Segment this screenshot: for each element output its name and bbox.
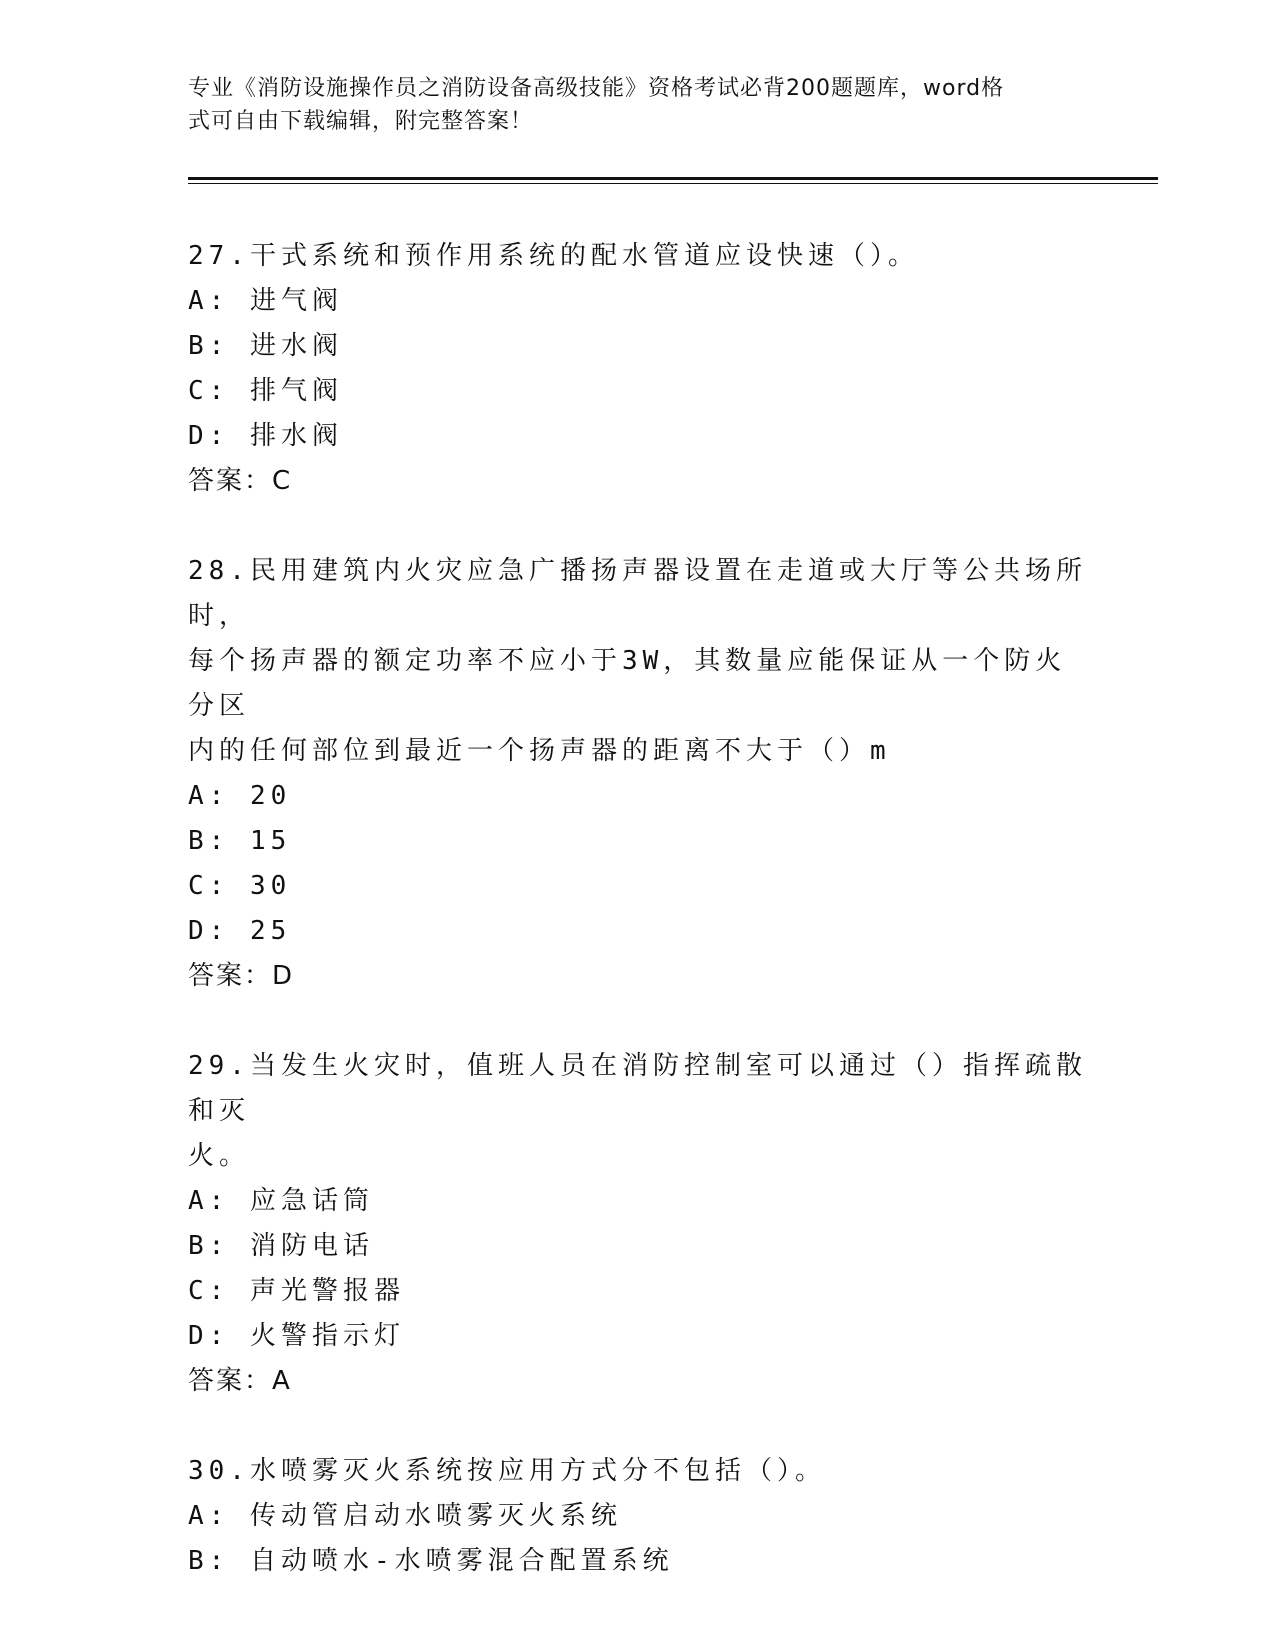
question-29: [188, 1044, 1088, 1404]
header-rule-thick: [188, 177, 1158, 180]
option-c: C: 声光警报器: [188, 1276, 405, 1306]
question-list: [188, 234, 1088, 1629]
question-28: [188, 549, 1088, 999]
question-stem-line-1: 29.当发生火灾时，值班人员在消防控制室可以通过（）指挥疏散和灭: [188, 1051, 1087, 1126]
answer-line: 答案：C: [188, 466, 293, 496]
option-a: A: 传动管启动水喷雾灭火系统: [188, 1501, 622, 1531]
option-b: B: 15: [188, 826, 292, 856]
question-stem-line-1: 28.民用建筑内火灾应急广播扬声器设置在走道或大厅等公共场所时，: [188, 556, 1087, 631]
option-b: B: 进水阀: [188, 331, 343, 361]
header-rule-thin: [188, 183, 1158, 184]
question-stem-line-2: 每个扬声器的额定功率不应小于3W，其数量应能保证从一个防火分区: [188, 646, 1067, 721]
option-a: A: 20: [188, 781, 292, 811]
answer-line: 答案：D: [188, 961, 295, 991]
question-stem: 30.水喷雾灭火系统按应用方式分不包括（）。: [188, 1456, 826, 1486]
option-a: A: 应急话筒: [188, 1186, 374, 1216]
question-stem: 27.干式系统和预作用系统的配水管道应设快速（）。: [188, 241, 919, 271]
option-d: D: 火警指示灯: [188, 1321, 405, 1351]
option-a: A: 进气阀: [188, 286, 343, 316]
option-d: D: 排水阀: [188, 421, 343, 451]
header-line-1: 专业《消防设施操作员之消防设备高级技能》资格考试必背200题题库，word格: [188, 76, 1005, 101]
option-c: C: 30: [188, 871, 292, 901]
option-c: C: 排气阀: [188, 376, 343, 406]
question-stem-line-2: 火。: [188, 1141, 251, 1171]
question-stem-line-3: 内的任何部位到最近一个扬声器的距离不大于（）m: [188, 736, 891, 766]
option-b: B: 自动喷水-水喷雾混合配置系统: [188, 1546, 674, 1576]
question-27: [188, 234, 1088, 504]
answer-line: 答案：A: [188, 1366, 292, 1396]
option-b: B: 消防电话: [188, 1231, 374, 1261]
question-30: [188, 1449, 1088, 1584]
document-header: [188, 72, 1068, 138]
option-d: D: 25: [188, 916, 292, 946]
header-line-2: 式可自由下载编辑，附完整答案！: [188, 109, 534, 134]
